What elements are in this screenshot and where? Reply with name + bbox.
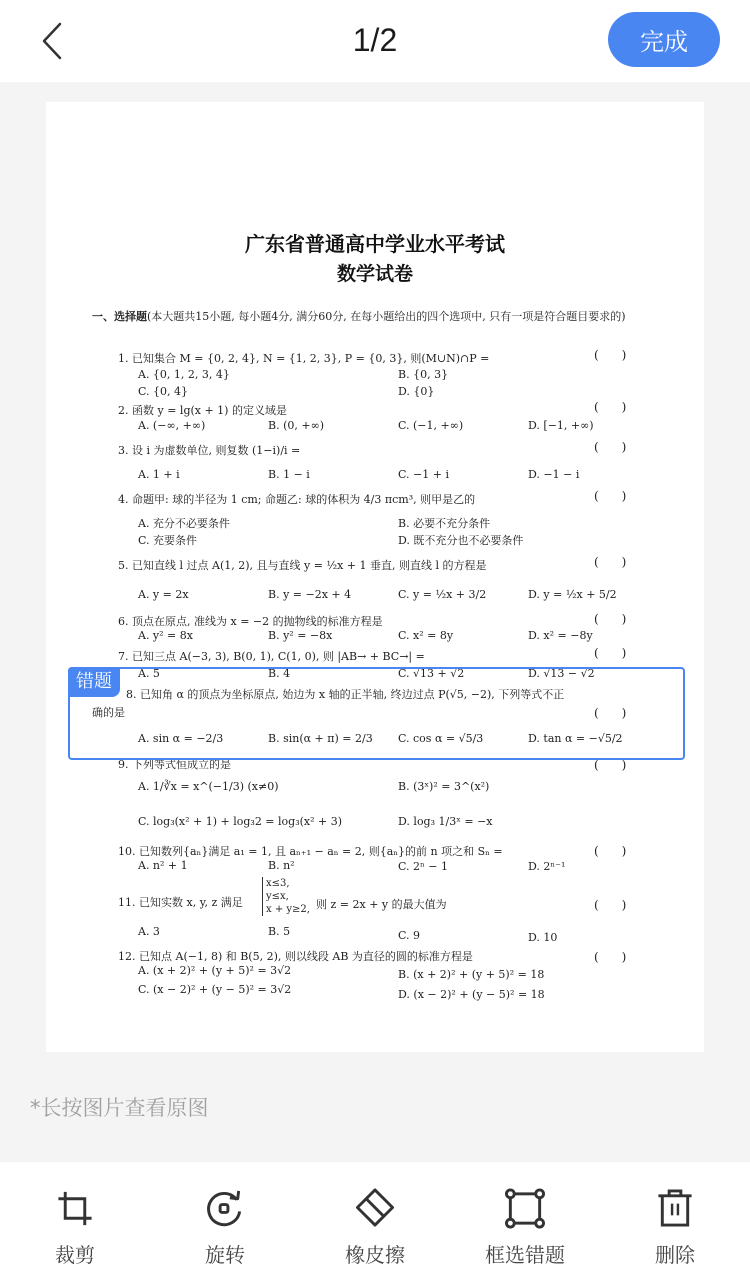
option: B. 1 − i: [268, 468, 310, 481]
eraser-button[interactable]: [315, 1188, 435, 1268]
option: A. sin α = −2/3: [138, 732, 224, 745]
answer-paren: ( ): [594, 646, 627, 660]
question-10: 10. 已知数列{aₙ}满足 a₁ = 1, 且 aₙ₊₁ − aₙ = 2, 则{aₙ}的前 n 项之和 Sₙ =: [118, 845, 503, 858]
bottom-toolbar: [0, 1162, 750, 1288]
option: D. −1 − i: [528, 468, 580, 481]
done-button[interactable]: 完成: [608, 12, 720, 67]
answer-paren: ( ): [594, 758, 627, 772]
doc-title: 广东省普通高中学业水平考试: [245, 232, 505, 256]
answer-paren: ( ): [594, 440, 627, 454]
question-6: 6. 顶点在原点, 准线为 x = −2 的抛物线的标准方程是: [118, 615, 383, 628]
question-7: 7. 已知三点 A(−3, 3), B(0, 1), C(1, 0), 则 |AB→ + BC→| =: [118, 650, 425, 663]
long-press-hint: *长按图片查看原图: [30, 1096, 209, 1120]
crop-icon: [54, 1188, 96, 1229]
option: D. √13 − √2: [528, 667, 595, 680]
option: C. (x − 2)² + (y − 5)² = 3√2: [138, 983, 292, 996]
option: B. 4: [268, 667, 291, 680]
answer-paren: ( ): [594, 950, 627, 964]
option: D. 10: [528, 931, 558, 944]
top-bar: [0, 0, 750, 82]
chevron-left-icon: [30, 16, 80, 66]
option: C. log₃(x² + 1) + log₃2 = log₃(x² + 3): [138, 815, 343, 828]
option: B. y = −2x + 4: [268, 588, 352, 601]
question-5: 5. 已知直线 l 过点 A(1, 2), 且与直线 y = ½x + 1 垂直, 则直线 l 的方程是: [118, 559, 487, 572]
option: B. (3ˣ)² = 3^(x²): [398, 780, 490, 793]
rotate-button[interactable]: [165, 1188, 285, 1268]
option: C. √13 + √2: [398, 667, 465, 680]
question-9: 9. 下列等式恒成立的是: [118, 758, 231, 771]
answer-paren: ( ): [594, 612, 627, 626]
option: A. 1 + i: [138, 468, 180, 481]
option: A. 3: [138, 925, 160, 938]
question-8-continued: 确的是: [92, 706, 125, 719]
question-11-tail: 则 z = 2x + y 的最大值为: [316, 898, 447, 911]
option: C. 9: [398, 929, 421, 942]
option: C. x² = 8y: [398, 629, 454, 642]
doc-subtitle: 数学试卷: [336, 263, 413, 285]
option: D. x² = −8y: [528, 629, 593, 642]
question-11: 11. 已知实数 x, y, z 满足: [118, 896, 243, 909]
option: B. (0, +∞): [268, 419, 325, 432]
option: A. {0, 1, 2, 3, 4}: [138, 368, 230, 381]
option: D. 既不充分也不必要条件: [398, 534, 524, 547]
option: D. {0}: [398, 385, 435, 398]
option: D. (x − 2)² + (y − 5)² = 18: [398, 988, 545, 1001]
option: C. cos α = √5/3: [398, 732, 484, 745]
page-counter: 1/2: [352, 22, 398, 58]
answer-paren: ( ): [594, 898, 627, 912]
select-wrong-question-label: 框选错题: [485, 1243, 565, 1267]
option: B. n²: [268, 859, 295, 872]
option: A. 5: [138, 667, 160, 680]
option: C. (−1, +∞): [398, 419, 464, 432]
question-2: 2. 函数 y = lg(x + 1) 的定义域是: [118, 404, 287, 417]
option: A. y = 2x: [138, 588, 189, 601]
eraser-icon: [354, 1188, 396, 1229]
inequality-system: x≤3, y≤x, x + y≥2,: [262, 877, 310, 916]
answer-paren: ( ): [594, 489, 627, 503]
option: C. y = ½x + 3/2: [398, 588, 487, 601]
question-3: 3. 设 i 为虚数单位, 则复数 (1−i)/i =: [118, 444, 301, 457]
option: D. log₃ 1/3ˣ = −x: [398, 815, 493, 828]
option: A. y² = 8x: [138, 629, 193, 642]
option: A. 1/∛x = x^(−1/3) (x≠0): [138, 780, 279, 793]
crop-label: 裁剪: [55, 1243, 95, 1267]
option: A. (−∞, +∞): [138, 419, 206, 432]
option: D. [−1, +∞): [528, 419, 594, 432]
answer-paren: ( ): [594, 844, 627, 858]
delete-label: 删除: [655, 1243, 695, 1267]
option: D. 2ⁿ⁻¹: [528, 860, 566, 873]
select-wrong-question-button[interactable]: [465, 1188, 585, 1268]
option: B. 5: [268, 925, 291, 938]
question-8: 8. 已知角 α 的顶点为坐标原点, 始边为 x 轴的正半轴, 终边过点 P(√5, −2), 下列等式不正: [126, 688, 565, 701]
option: B. {0, 3}: [398, 368, 449, 381]
question-4: 4. 命题甲: 球的半径为 1 cm; 命题乙: 球的体积为 4/3 πcm³, 则甲是乙的: [118, 493, 476, 506]
section-heading: 一、选择题(本大题共15小题, 每小题4分, 满分60分, 在每小题给出的四个选项中, 只有一项是符合题目要求的): [92, 310, 626, 323]
option: B. 必要不充分条件: [398, 517, 491, 530]
back-button[interactable]: [30, 16, 80, 66]
eraser-label: 橡皮擦: [345, 1243, 405, 1267]
option: A. n² + 1: [138, 859, 188, 872]
option: C. −1 + i: [398, 468, 449, 481]
option: D. y = ½x + 5/2: [528, 588, 617, 601]
option: B. (x + 2)² + (y + 5)² = 18: [398, 968, 545, 981]
image-viewer: [0, 82, 750, 1162]
rotate-icon: [204, 1188, 246, 1229]
option: B. sin(α + π) = 2/3: [268, 732, 373, 745]
crop-button[interactable]: [15, 1188, 135, 1268]
trash-icon: [654, 1188, 696, 1229]
rotate-label: 旋转: [205, 1243, 245, 1267]
option: C. {0, 4}: [138, 385, 189, 398]
option: D. tan α = −√5/2: [528, 732, 623, 745]
option: C. 充要条件: [138, 534, 198, 547]
question-1: 1. 已知集合 M = {0, 2, 4}, N = {1, 2, 3}, P = {0, 3}, 则(M∪N)∩P =: [118, 352, 490, 365]
question-12: 12. 已知点 A(−1, 8) 和 B(5, 2), 则以线段 AB 为直径的圆的标准方程是: [118, 950, 473, 963]
answer-paren: ( ): [594, 555, 627, 569]
wrong-question-selection-box[interactable]: [68, 667, 685, 760]
option: A. 充分不必要条件: [138, 517, 230, 530]
wrong-question-badge: 错题: [68, 667, 120, 697]
select-box-icon: [504, 1188, 546, 1229]
answer-paren: ( ): [594, 348, 627, 362]
answer-paren: ( ): [594, 400, 627, 414]
option: B. y² = −8x: [268, 629, 333, 642]
exam-paper-image[interactable]: [46, 102, 704, 1052]
option: C. 2ⁿ − 1: [398, 860, 448, 873]
answer-paren: ( ): [594, 706, 627, 720]
option: A. (x + 2)² + (y + 5)² = 3√2: [138, 964, 292, 977]
delete-button[interactable]: [615, 1188, 735, 1268]
